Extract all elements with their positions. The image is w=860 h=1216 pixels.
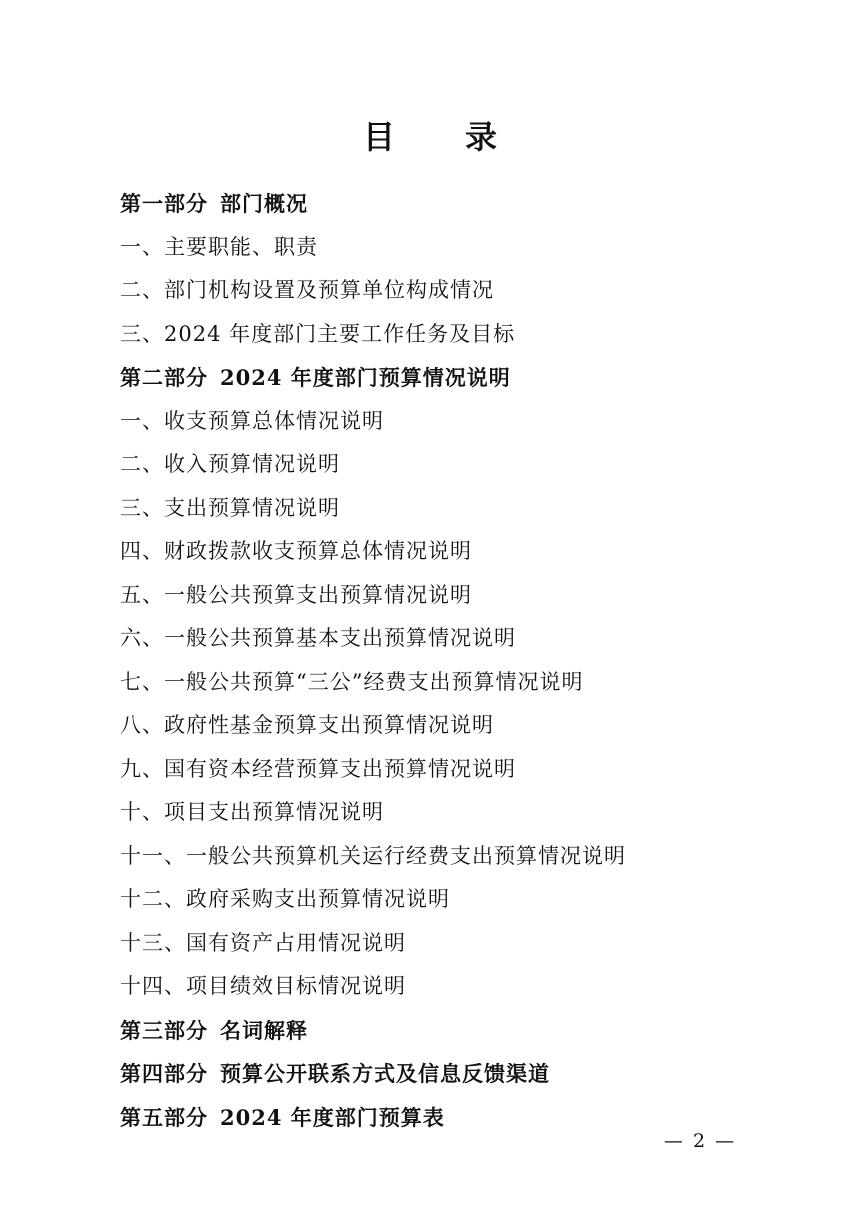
table-of-contents [120,182,760,1139]
toc-part-label: 第二部分 [120,365,208,390]
toc-item: 十四、项目绩效目标情况说明 [120,974,406,998]
page-number: — 2 — [663,1130,737,1152]
toc-item: 三、2024 年度部门主要工作任务及目标 [120,321,516,346]
toc-part-title: 预算公开联系方式及信息反馈渠道 [220,1061,550,1086]
title-char-1: 目 [362,118,395,156]
toc-part-title: 名词解释 [220,1017,308,1043]
toc-part-label: 第五部分 [120,1104,208,1130]
toc-part-heading [120,1009,760,1053]
toc-item: 三、支出预算情况说明 [120,495,340,520]
title-char-2: 录 [465,118,498,156]
toc-item: 九、国有资本经营预算支出预算情况说明 [120,756,516,781]
toc-item: 十二、政府采购支出预算情况说明 [120,887,450,911]
toc-item: 五、一般公共预算支出预算情况说明 [120,582,472,607]
toc-item: 二、收入预算情况说明 [120,452,340,476]
toc-part-label: 第一部分 [120,191,208,216]
toc-part-label: 第三部分 [120,1017,208,1043]
toc-item: 八、政府性基金预算支出预算情况说明 [120,713,494,737]
toc-item: 一、收支预算总体情况说明 [120,408,384,433]
toc-item: 一、主要职能、职责 [120,234,318,259]
toc-part-title: 2024 年度部门预算表 [220,1104,445,1130]
toc-item: 六、一般公共预算基本支出预算情况说明 [120,626,516,650]
toc-item: 十、项目支出预算情况说明 [120,800,384,824]
toc-part-heading [120,182,760,226]
toc-item: 十一、一般公共预算机关运行经费支出预算情况说明 [120,843,626,868]
toc-part-heading [120,356,760,400]
toc-item: 二、部门机构设置及预算单位构成情况 [120,278,494,302]
toc-item: 七、一般公共预算“三公”经费支出预算情况说明 [120,669,584,694]
toc-part-label: 第四部分 [120,1061,208,1086]
toc-part-title: 部门概况 [220,191,308,216]
toc-item: 四、财政拨款收支预算总体情况说明 [120,539,472,563]
page-title [0,112,860,158]
toc-part-heading [120,1052,760,1096]
toc-part-title: 2024 年度部门预算情况说明 [220,365,511,390]
toc-item: 十三、国有资产占用情况说明 [120,930,406,955]
